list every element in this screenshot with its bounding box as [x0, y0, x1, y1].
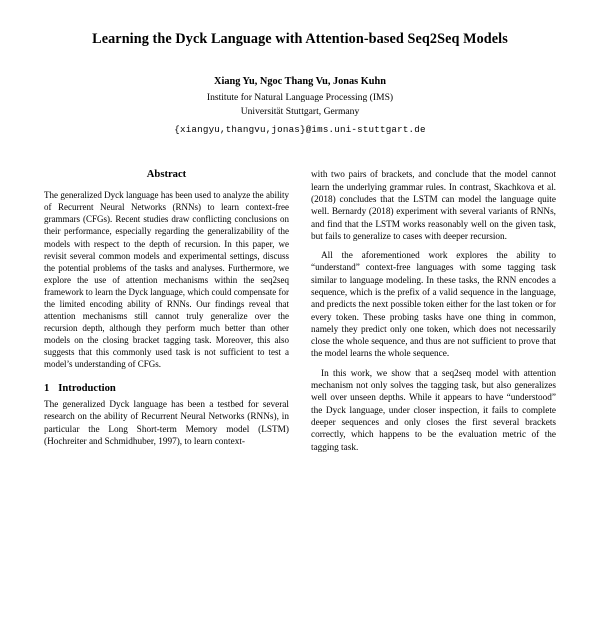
author-list: Xiang Yu, Ngoc Thang Vu, Jonas Kuhn: [214, 76, 386, 88]
author-email: {xiangyu,thangvu,jonas}@ims.uni-stuttgart.de: [174, 124, 426, 136]
affiliation-line-1: Institute for Natural Language Processing (IMS): [206, 92, 394, 104]
section-number: 1: [44, 383, 50, 395]
paragraph: The generalized Dyck language has been a testbed for several research on the ability of Recurrent Neural Networks (RNNs), in particular the Long Short-term Memory model (LSTM) (Hochreiter and Schmidhuber, 1997), to learn context-: [44, 400, 289, 447]
abstract-block: [44, 169, 289, 370]
paragraph: In this work, we show that a seq2seq model with attention mechanism not only solves the tagging task, but also generalizes well over unseen depths. While it appears to have “understood” the Dyck language, under closer inspection, it fails to complete deeper sequences and only closes the first several brackets correctly, which happens to be the evaluation metric of the tagging task.: [311, 368, 556, 453]
affiliation-line-2: Universität Stuttgart, Germany: [240, 106, 360, 118]
section-heading-introduction: [44, 383, 289, 394]
abstract-text: The generalized Dyck language has been used to analyze the ability of Recurrent Neural Networks (RNNs) to learn context-free grammars (CFGs). Recent studies draw conflicting conclusions on their performance, especially regarding the generalizability of the models with respect to the depth of recursion. In this paper, we revisit several common models and experimental settings, discuss the potential problems of the tasks and analyses. Furthermore, we explore the use of attention mechanisms within the seq2seq framework to learn the Dyck language, which could compensate for the limited encoding ability of RNNs. Our findings reveal that attention mechanisms still cannot truly generalize over the recursion depth, although they perform much better than other models on the closing bracket tagging task. Moreover, this also suggests that this commonly used task is not sufficient to test a model’s understanding of CFGs.: [44, 190, 289, 369]
paper-page: [0, 30, 600, 630]
right-column: [311, 169, 556, 461]
page-title: Learning the Dyck Language with Attention-based Seq2Seq Models: [92, 31, 508, 47]
paragraph: with two pairs of brackets, and conclude that the model cannot learn the underlying grammar rules. In contrast, Skachkova et al. (2018) concludes that the LSTM can model the language quite well. Bernardy (2018) experiment with several variants of RNNs, and find that the LSTM works reasonably well on the given task, but fails to generalize to cases with deeper recursion.: [311, 170, 556, 242]
left-column: [44, 169, 289, 461]
paragraph: All the aforementioned work explores the ability to “understand” context-free languages with some tagging task similar to language modeling. In these tasks, the RNN encodes a sequence, which is the prefix of a valid sequence in the language, and predicts the next possible token either for the last token or for every token. These probing tasks have one thing in common, namely they predict only one token, which does not necessarily close the whole sequence, and thus are not sufficient to prove that the model learns the whole sequence.: [311, 251, 556, 360]
abstract-heading: Abstract: [146, 169, 187, 181]
section-title: Introduction: [58, 383, 116, 395]
affiliation: [0, 92, 600, 119]
two-column-body: [44, 169, 556, 461]
